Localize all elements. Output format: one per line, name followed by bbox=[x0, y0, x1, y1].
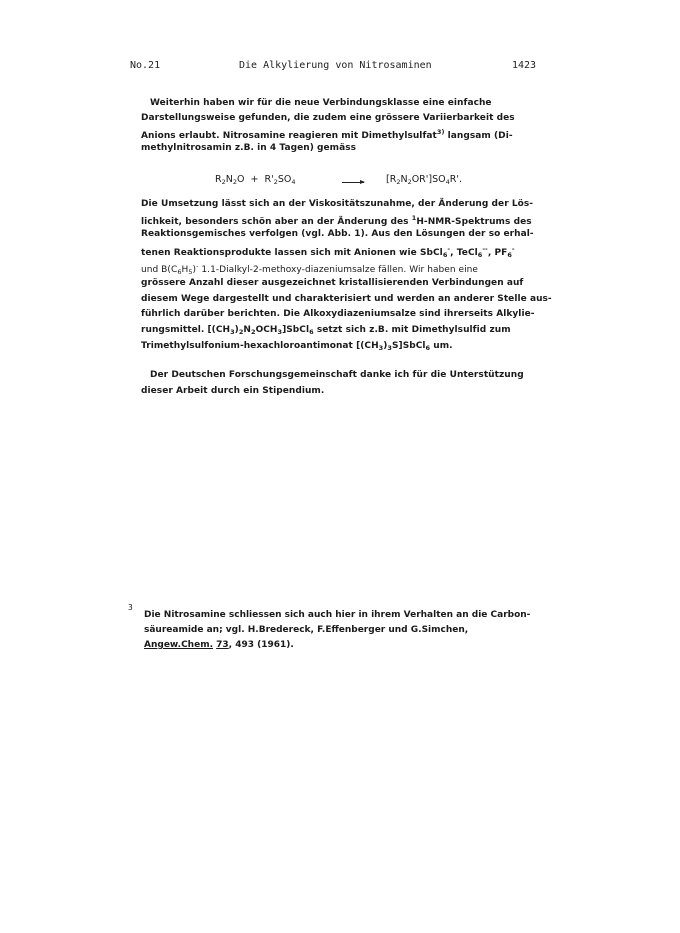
text-line: führlich darüber berichten. Die Alkoxydiazeniumsalze sind ihrerseits Alkylie- bbox=[141, 309, 535, 319]
text-line: Anions erlaubt. Nitrosamine reagieren mit Dimethylsulfat$^{3)}$ langsam (Di- bbox=[141, 128, 513, 141]
text-line: lichkeit, besonders schön aber an der Änderung des $^1$H-NMR-Spektrums des bbox=[141, 214, 532, 227]
text-line: methylnitrosamin z.B. in 4 Tagen) gemäss bbox=[141, 143, 357, 153]
footnote-ref: 3) bbox=[436, 128, 445, 136]
text-line: Weiterhin haben wir für die neue Verbindungsklasse eine einfache bbox=[150, 98, 492, 108]
text-line: und $B(C_6H_5)^-$ 1.1-Dialkyl-2-methoxy-diazeniumsalze fällen. Wir haben eine bbox=[141, 262, 479, 276]
footnote-line: Die Nitrosamine schliessen sich auch hier in ihrem Verhalten an die Carbon- bbox=[144, 610, 531, 620]
running-title: Die Alkylierung von Nitrosaminen bbox=[239, 60, 432, 71]
footnote-line: säureamide an; vgl. H.Bredereck, F.Effenberger und G.Simchen, bbox=[144, 625, 469, 635]
reaction-arrow bbox=[342, 178, 364, 189]
text-line: tenen Reaktionsprodukte lassen sich mit Anionen wie SbCl$_6$-, TeCl$_6$--, $PF_6^-$ bbox=[141, 245, 515, 259]
text-line: rungsmittel. $[(CH_3)_2N_2OCH_3]SbCl_6$ setzt sich z.B. mit Dimethylsulfid zum bbox=[141, 325, 511, 336]
footnote-mark: 3 bbox=[128, 603, 133, 612]
reaction-equation-reactants: $R_2N_2O + R'_2SO_4$ bbox=[215, 174, 296, 186]
journal-name: Angew.Chem. bbox=[144, 640, 213, 650]
footnote-line: Angew.Chem. 73, 493 (1961). bbox=[144, 640, 294, 650]
text-line: Darstellungsweise gefunden, die zudem eine grössere Variierbarkeit des bbox=[141, 113, 515, 123]
text-line: Reaktionsgemisches verfolgen (vgl. Abb. 1). Aus den Lösungen der so erhal- bbox=[141, 229, 534, 239]
text-line: Der Deutschen Forschungsgemeinschaft danke ich für die Unterstützung bbox=[150, 370, 524, 380]
text-line: dieser Arbeit durch ein Stipendium. bbox=[141, 386, 325, 396]
journal-volume: 73 bbox=[216, 640, 229, 650]
text-line: Trimethylsulfonium-hexachloroantimonat $[(CH_3)_3S]SbCl_6$ um. bbox=[141, 341, 453, 352]
text-line: diesem Wege dargestellt und charakterisiert und werden an anderer Stelle aus- bbox=[141, 294, 552, 304]
reaction-equation-product: $[R_2N_2OR']SO_4R'$. bbox=[386, 174, 462, 186]
text-line: grössere Anzahl dieser ausgezeichnet kristallisierenden Verbindungen auf bbox=[141, 278, 524, 288]
text-line: Die Umsetzung lässt sich an der Viskositätszunahme, der Änderung der Lös- bbox=[141, 199, 534, 209]
journal-issue: No.21 bbox=[130, 60, 161, 71]
page-number: 1423 bbox=[512, 60, 537, 71]
